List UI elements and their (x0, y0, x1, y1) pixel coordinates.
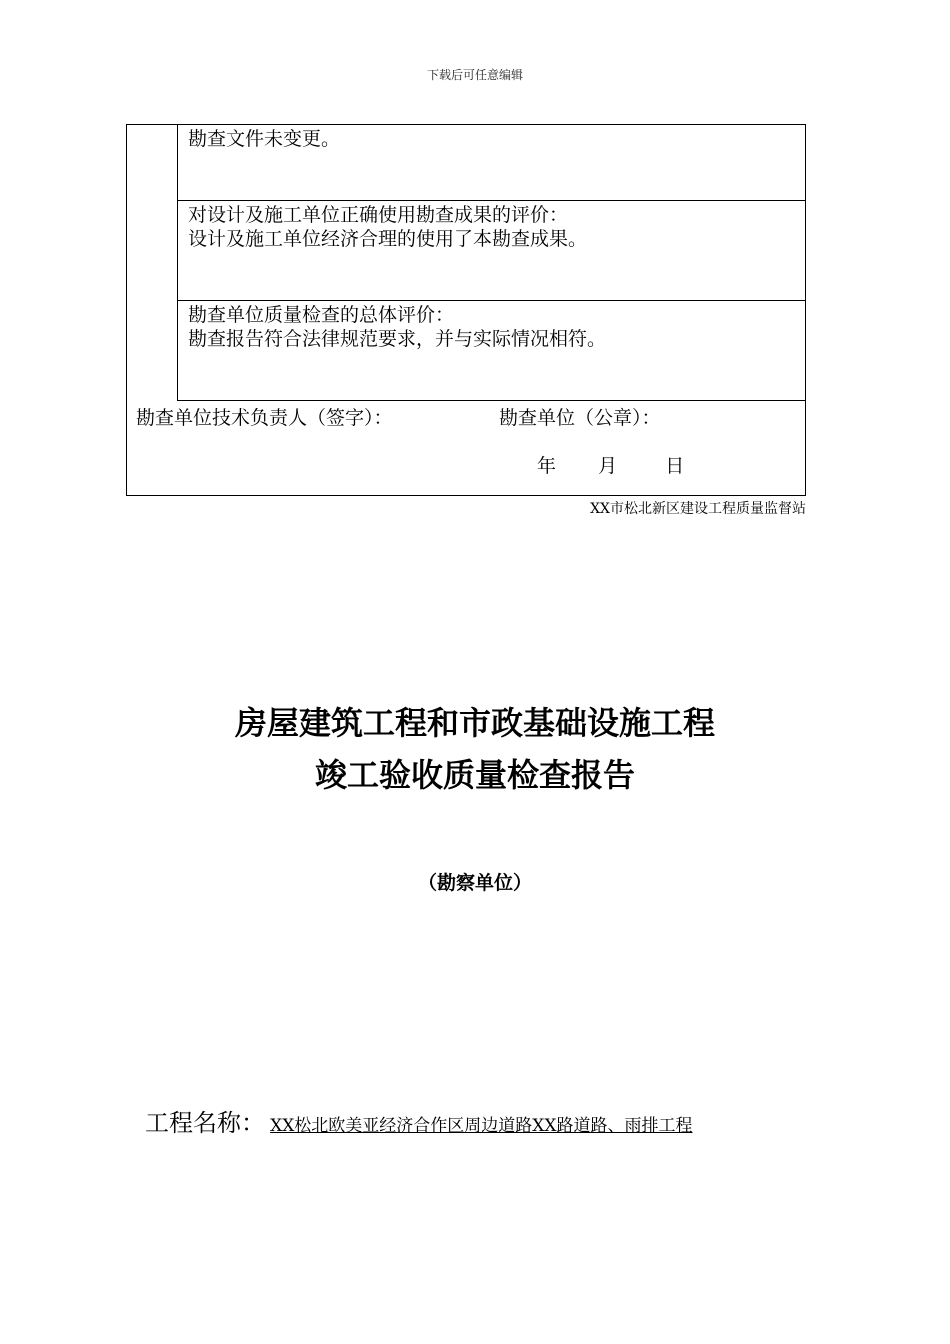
date-row (537, 451, 684, 478)
row-text: 设计及施工单位经济合理的使用了本勘查成果。 (188, 228, 588, 250)
row-heading: 勘查单位质量检查的总体评价： (188, 304, 455, 326)
title-line-2: 竣工验收质量检查报告 (314, 756, 635, 794)
table-left-column (127, 125, 178, 401)
project-name-value: XX松北欧美亚经济合作区周边道路XX路道路、雨排工程 (270, 1116, 693, 1136)
date-year-label: 年 (537, 455, 557, 477)
project-name-line (145, 1103, 693, 1138)
row-text: 勘查文件未变更。 (188, 128, 341, 150)
inspection-form-table (126, 124, 806, 496)
table-row-overall-evaluation (178, 301, 805, 401)
table-row-usage-evaluation (178, 201, 805, 301)
page-title (0, 697, 950, 801)
page-subtitle: （勘察单位） (417, 872, 532, 894)
unit-seal-label: 勘查单位（公章）： (499, 407, 661, 429)
table-row-survey-file (178, 125, 805, 201)
project-name-label: 工程名称： (145, 1109, 265, 1137)
header-note: 下载后可任意编辑 (426, 68, 523, 82)
title-line-1: 房屋建筑工程和市政基础设施工程 (234, 704, 715, 742)
issuing-organization: XX市松北新区建设工程质量监督站 (590, 501, 806, 517)
signature-row (127, 401, 805, 495)
date-month-label: 月 (598, 455, 618, 477)
date-day-label: 日 (665, 455, 685, 477)
tech-lead-signature-label: 勘查单位技术负责人（签字）： (136, 407, 393, 429)
row-text: 勘查报告符合法律规范要求，并与实际情况相符。 (188, 328, 607, 350)
row-heading: 对设计及施工单位正确使用勘查成果的评价： (188, 204, 569, 226)
